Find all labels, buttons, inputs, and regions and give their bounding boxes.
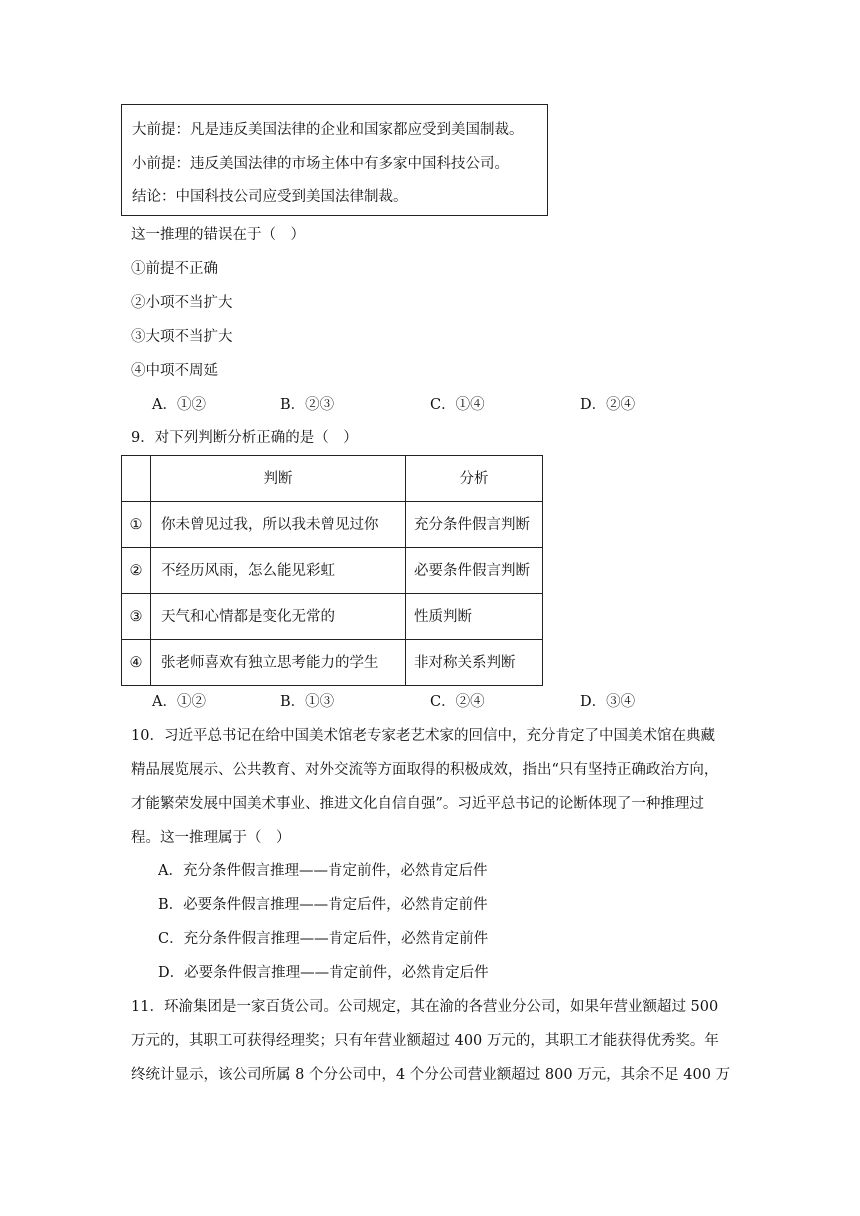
q9-option-d[interactable]: D．③④ — [580, 694, 636, 710]
minor-premise: 小前提：违反美国法律的市场主体中有多家中国科技公司。 — [132, 156, 509, 172]
row-judgment: 天气和心情都是变化无常的 — [151, 594, 406, 640]
major-premise: 大前提：凡是违反美国法律的企业和国家都应受到美国制裁。 — [132, 122, 524, 138]
q10-line-4: 程。这一推理属于（ ） — [131, 830, 291, 846]
table-header-analysis: 分析 — [406, 456, 543, 502]
judgment-table — [121, 455, 543, 686]
q9-option-c[interactable]: C．②④ — [430, 694, 485, 710]
row-judgment: 你未曾见过我，所以我未曾见过你 — [151, 502, 406, 548]
q8-item-1: ①前提不正确 — [131, 261, 218, 277]
q8-option-d[interactable]: D．②④ — [580, 397, 636, 413]
row-analysis: 非对称关系判断 — [406, 640, 543, 686]
q10-option-a[interactable]: A．充分条件假言推理——肯定前件，必然肯定后件 — [158, 863, 488, 879]
q10-option-b[interactable]: B．必要条件假言推理——肯定后件，必然肯定前件 — [158, 897, 488, 913]
q8-option-b[interactable]: B．②③ — [280, 397, 335, 413]
table-row — [122, 640, 543, 686]
q9-option-b[interactable]: B．①③ — [280, 694, 335, 710]
q10-line-1: 10．习近平总书记在给中国美术馆老专家老艺术家的回信中，充分肯定了中国美术馆在典藏 — [131, 728, 715, 744]
q8-item-2: ②小项不当扩大 — [131, 295, 233, 311]
q9-option-a[interactable]: A．①② — [152, 694, 206, 710]
row-number: ① — [122, 502, 151, 548]
row-number: ④ — [122, 640, 151, 686]
q10-option-c[interactable]: C．充分条件假言推理——肯定后件，必然肯定前件 — [158, 931, 489, 947]
table-header-blank — [122, 456, 151, 502]
q8-item-3: ③大项不当扩大 — [131, 329, 233, 345]
q11-line-2: 万元的，其职工可获得经理奖；只有年营业额超过 400 万元的，其职工才能获得优秀奖。年 — [131, 1033, 719, 1049]
syllogism-box — [121, 104, 548, 216]
row-number: ③ — [122, 594, 151, 640]
q8-item-4: ④中项不周延 — [131, 363, 218, 379]
row-judgment: 不经历风雨，怎么能见彩虹 — [151, 548, 406, 594]
q8-option-c[interactable]: C．①④ — [430, 397, 485, 413]
q11-line-1: 11．环渝集团是一家百货公司。公司规定，其在渝的各营业分公司，如果年营业额超过 500 — [131, 999, 719, 1015]
q10-line-3: 才能繁荣发展中国美术事业、推进文化自信自强”。习近平总书记的论断体现了一种推理过 — [131, 796, 704, 812]
table-header-row — [122, 456, 543, 502]
row-analysis: 充分条件假言判断 — [406, 502, 543, 548]
q10-line-2: 精品展览展示、公共教育、对外交流等方面取得的积极成效，指出“只有坚持正确政治方向， — [131, 762, 719, 778]
q11-line-3: 终统计显示，该公司所属 8 个分公司中，4 个分公司营业额超过 800 万元，其余不足 400 万 — [131, 1067, 731, 1083]
row-analysis: 性质判断 — [406, 594, 543, 640]
table-row — [122, 548, 543, 594]
row-number: ② — [122, 548, 151, 594]
table-row — [122, 502, 543, 548]
q10-option-d[interactable]: D．必要条件假言推理——肯定前件，必然肯定后件 — [158, 965, 489, 981]
q8-stem: 这一推理的错误在于（ ） — [131, 227, 305, 243]
conclusion: 结论：中国科技公司应受到美国法律制裁。 — [132, 189, 408, 205]
row-judgment: 张老师喜欢有独立思考能力的学生 — [151, 640, 406, 686]
table-header-judgment: 判断 — [151, 456, 406, 502]
q8-option-a[interactable]: A．①② — [152, 397, 206, 413]
row-analysis: 必要条件假言判断 — [406, 548, 543, 594]
q9-stem: 9．对下列判断分析正确的是（ ） — [131, 430, 358, 446]
table-row — [122, 594, 543, 640]
